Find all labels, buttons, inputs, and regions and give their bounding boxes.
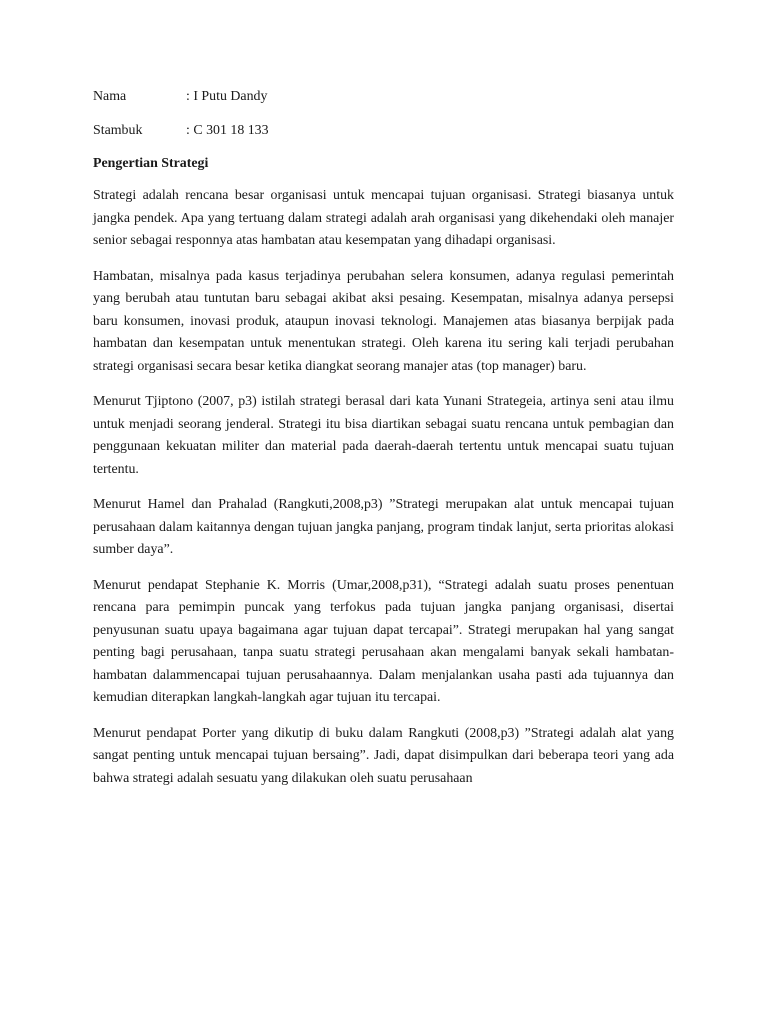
name-value: : I Putu Dandy: [186, 89, 268, 104]
student-id-row: [93, 120, 674, 142]
name-row: [93, 86, 674, 108]
name-label: Nama: [93, 89, 127, 104]
section-heading: Pengertian Strategi: [93, 156, 209, 171]
student-id-label: Stambuk: [93, 123, 143, 138]
paragraph-3: Menurut Tjiptono (2007, p3) istilah strategi berasal dari kata Yunani Strategeia, artinya seni atau ilmu untuk menjadi seorang jenderal. Strategi itu bisa diartikan sebagai suatu rencana untuk pembagian dan penggunaan kekuatan militer dan material pada daerah-daerah tertentu untuk mencapai suatu tujuan tertentu.: [93, 394, 674, 477]
paragraph-6: Menurut pendapat Porter yang dikutip di buku dalam Rangkuti (2008,p3) ”Strategi adalah alat yang sangat penting untuk mencapai tujuan bersaing”. Jadi, dapat disimpulkan dari beberapa teori yang ada bahwa strategi adalah sesuatu yang dilakukan oleh suatu perusahaan: [93, 725, 674, 786]
document-page: [93, 86, 674, 790]
paragraph-1: Strategi adalah rencana besar organisasi untuk mencapai tujuan organisasi. Strategi biasanya untuk jangka pendek. Apa yang tertuang dalam strategi adalah arah organisasi yang dikehendaki oleh manajer senior sebagai responnya atas hambatan atau kesempatan yang dihadapi organisasi.: [93, 188, 674, 248]
paragraph-5: Menurut pendapat Stephanie K. Morris (Umar,2008,p31), “Strategi adalah suatu proses penentuan rencana para pemimpin puncak yang terfokus pada tujuan jangka panjang organisasi, disertai penyusunan suatu upaya bagaimana agar tujuan dapat tercapai”. Strategi merupakan hal yang sangat penting bagi perusahaan, tanpa suatu strategi perusahaan akan mengalami banyak sekali hambatan-hambatan dalammencapai tujuan perusahaannya. Dalam menjalankan usaha pasti ada tujuannya dan kemudian diterapkan langkah-langkah agar tujuan itu tercapai.: [93, 577, 674, 705]
student-id-value: : C 301 18 133: [186, 123, 269, 138]
paragraph-4: Menurut Hamel dan Prahalad (Rangkuti,2008,p3) ”Strategi merupakan alat untuk mencapai tujuan perusahaan dalam kaitannya dengan tujuan jangka panjang, program tindak lanjut, serta prioritas alokasi sumber daya”.: [93, 497, 674, 557]
paragraph-2: Hambatan, misalnya pada kasus terjadinya perubahan selera konsumen, adanya regulasi pemerintah yang berubah atau tuntutan baru sebagai akibat aksi pesaing. Kesempatan, misalnya adanya persepsi baru konsumen, inovasi produk, ataupun inovasi teknologi. Manajemen atas biasanya berpijak pada hambatan dan kesempatan untuk menentukan strategi. Oleh karena itu sering kali terjadi perubahan strategi organisasi secara besar ketika diangkat seorang manajer atas (top manager) baru.: [93, 268, 674, 374]
